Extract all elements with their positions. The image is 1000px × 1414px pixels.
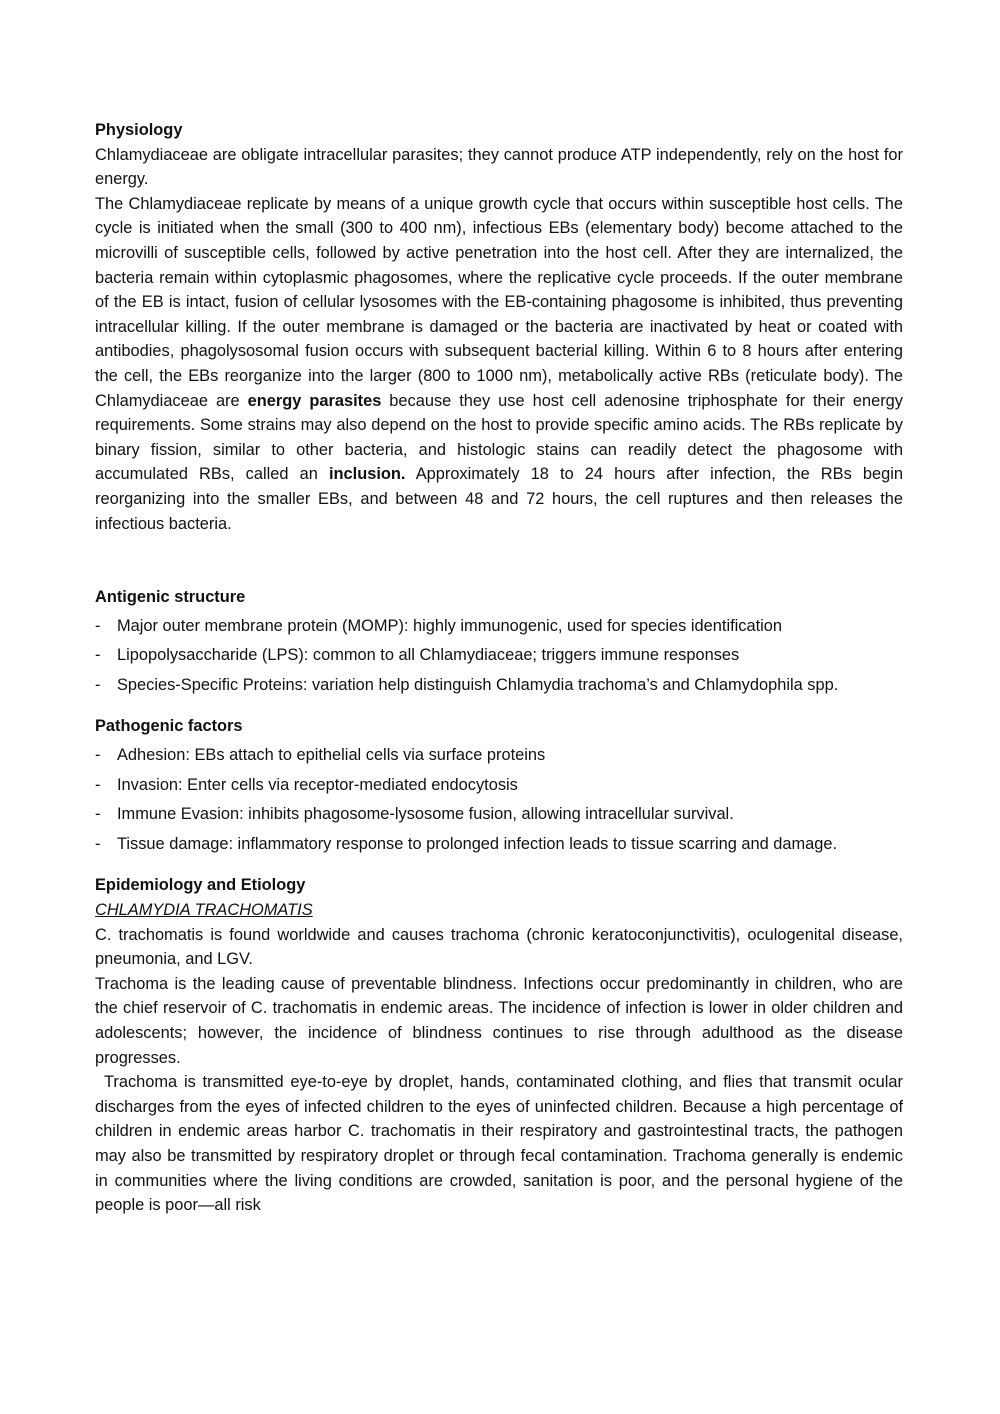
- dash-bullet: -: [95, 834, 101, 853]
- spacer: [95, 702, 903, 714]
- section-heading: Physiology: [95, 121, 183, 139]
- spacer: [95, 861, 903, 873]
- physiology-section: [95, 118, 903, 536]
- text-run: because they use host cell adenosine triphosphate for their energy requirements. Some strains may also depend on the host to provide specific amino acids. The RBs replicate by binary fission, similar to other bacteria, and histologic stains can readily detect the phagosome with accumulated RBs, called an: [95, 391, 903, 484]
- section-heading: Epidemiology and Etiology: [95, 876, 306, 895]
- epidemiology-section: [95, 873, 903, 1217]
- section-heading: Pathogenic factors: [95, 717, 243, 736]
- section-heading: Antigenic structure: [95, 588, 246, 607]
- dash-bullet: -: [95, 746, 101, 765]
- paragraph: Trachoma is transmitted eye-to-eye by droplet, hands, contaminated clothing, and flies that transmit ocular discharges from the eyes of infected children to the eyes of uninfected children. Because a high percentage of children in endemic areas harbor C. trachomatis in their respiratory and gastrointestinal tracts, the pathogen may also be transmitted by respiratory droplet or through fecal contamination. Trachoma generally is endemic in communities where the living conditions are crowded, sanitation is poor, and the personal hygiene of the people is poor—all risk: [95, 1073, 903, 1215]
- dash-list: [95, 614, 903, 698]
- document-page: [95, 118, 903, 1218]
- bold-term: energy parasites: [247, 391, 382, 410]
- paragraph: Trachoma is the leading cause of preventable blindness. Infections occur predominantly in children, who are the chief reservoir of C. trachomatis in endemic areas. The incidence of infection is lower in older children and adolescents; however, the incidence of blindness continues to rise through adulthood as the disease progresses.: [95, 974, 903, 1067]
- list-item: - Lipopolysaccharide (LPS): common to all Chlamydiaceae; triggers immune responses: [95, 643, 903, 668]
- antigenic-section: [95, 585, 903, 697]
- paragraph: C. trachomatis is found worldwide and causes trachoma (chronic keratoconjunctivitis), oculogenital disease, pneumonia, and LGV.: [95, 925, 903, 969]
- spacer: [95, 536, 903, 585]
- dash-bullet: -: [95, 675, 101, 694]
- list-item: - Tissue damage: inflammatory response to prolonged infection leads to tissue scarring and damage.: [95, 832, 903, 857]
- text-run: The Chlamydiaceae replicate by means of a unique growth cycle that occurs within susceptible host cells. The cycle is initiated when the small (300 to 400 nm), infectious EBs (elementary body) become attached to the microvilli of susceptible cells, followed by active penetration into the host cell. After they are internalized, the bacteria remain within cytoplasmic phagosomes, where the replicative cycle proceeds. If the outer membrane of the EB is intact, fusion of cellular lysosomes with the EB-containing phagosome is inhibited, thus preventing intracellular killing. If the outer membrane is damaged or the bacteria are inactivated by heat or coated with antibodies, phagolysosomal fusion occurs with subsequent bacterial killing. Within 6 to 8 hours after entering the cell, the EBs reorganize into the larger (800 to 1000 nm), metabolically active RBs (reticulate body). The Chlamydiaceae are: [95, 194, 903, 410]
- list-item: - Major outer membrane protein (MOMP): highly immunogenic, used for species identification: [95, 614, 903, 639]
- list-item: - Adhesion: EBs attach to epithelial cells via surface proteins: [95, 743, 903, 768]
- list-item: - Invasion: Enter cells via receptor-mediated endocytosis: [95, 773, 903, 798]
- dash-bullet: -: [95, 775, 101, 794]
- pathogenic-section: [95, 714, 903, 856]
- paragraph: Chlamydiaceae are obligate intracellular parasites; they cannot produce ATP independently, rely on the host for energy.: [95, 145, 903, 189]
- dash-list: [95, 743, 903, 856]
- paragraph: [95, 192, 903, 536]
- bold-term: inclusion.: [328, 465, 406, 484]
- dash-bullet: -: [95, 616, 101, 635]
- dash-bullet: -: [95, 646, 101, 665]
- list-item: - Species-Specific Proteins: variation help distinguish Chlamydia trachoma’s and Chlamydophila spp.: [95, 673, 903, 698]
- dash-bullet: -: [95, 805, 101, 824]
- text-run: Approximately 18 to 24 hours after infection, the RBs begin reorganizing into the smaller EBs, and between 48 and 72 hours, the cell ruptures and then releases the infectious bacteria.: [95, 465, 903, 533]
- list-item: - Immune Evasion: inhibits phagosome-lysosome fusion, allowing intracellular survival.: [95, 802, 903, 827]
- subheading: CHLAMYDIA TRACHOMATIS: [95, 901, 313, 920]
